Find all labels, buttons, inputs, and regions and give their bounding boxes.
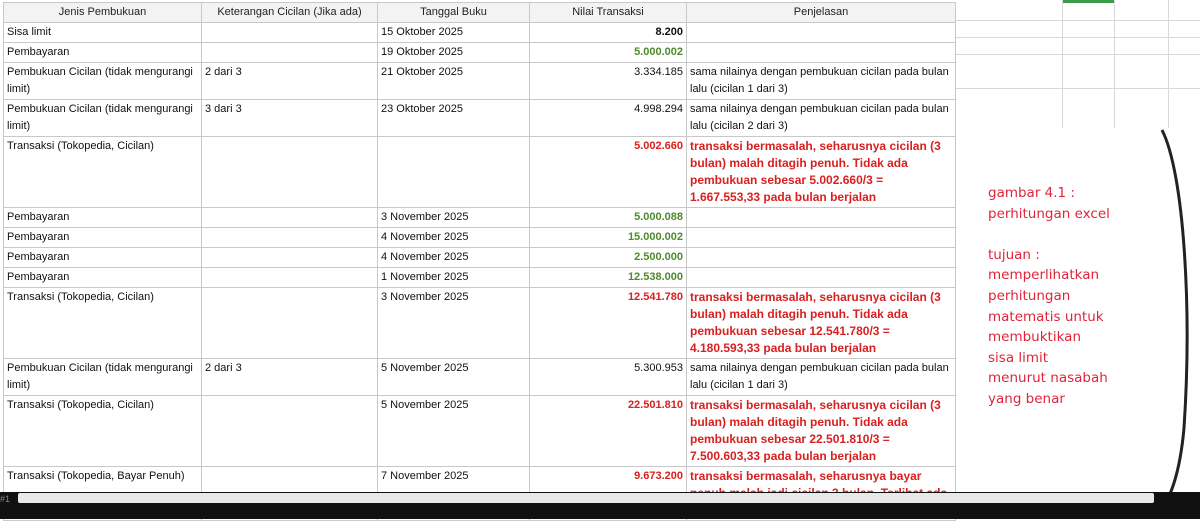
table-row (4, 63, 956, 100)
cell-jenis[interactable]: Transaksi (Tokopedia, Cicilan) (4, 137, 202, 208)
table-row (4, 396, 956, 467)
cell-jenis[interactable]: Pembayaran (4, 228, 202, 248)
cell-tanggal[interactable]: 5 November 2025 (378, 359, 530, 396)
cell-keterangan[interactable] (202, 23, 378, 43)
cell-keterangan[interactable] (202, 248, 378, 268)
cell-penjelasan[interactable] (687, 208, 956, 228)
cell-keterangan[interactable] (202, 137, 378, 208)
cell-tanggal[interactable]: 23 Oktober 2025 (378, 100, 530, 137)
grid-line (956, 54, 1200, 55)
cell-keterangan[interactable] (202, 228, 378, 248)
cell-tanggal[interactable]: 7 November 2025 (378, 467, 530, 521)
cell-nilai[interactable]: 2.500.000 (530, 248, 687, 268)
cell-penjelasan[interactable]: transaksi bermasalah, seharusnya bayar (687, 467, 956, 521)
cell-jenis[interactable]: Pembukuan Cicilan (tidak mengurangi limit) (4, 63, 202, 100)
cell-tanggal[interactable]: 5 November 2025 (378, 396, 530, 467)
cell-tanggal[interactable] (378, 137, 530, 208)
header-nilai-transaksi[interactable]: Nilai Transaksi (530, 3, 687, 23)
cell-jenis[interactable]: Pembukuan Cicilan (tidak mengurangi limit) (4, 359, 202, 396)
cell-jenis[interactable]: Sisa limit (4, 23, 202, 43)
cell-jenis[interactable]: Pembayaran (4, 268, 202, 288)
cell-tanggal[interactable]: 3 November 2025 (378, 288, 530, 359)
grid-line (956, 88, 1200, 89)
cell-nilai[interactable]: 5.000.002 (530, 43, 687, 63)
cell-keterangan[interactable] (202, 268, 378, 288)
cell-keterangan[interactable] (202, 208, 378, 228)
cell-penjelasan[interactable] (687, 248, 956, 268)
table-row (4, 268, 956, 288)
table-row (4, 248, 956, 268)
header-row (4, 3, 956, 23)
cell-keterangan[interactable] (202, 396, 378, 467)
grid-line (956, 37, 1200, 38)
cell-nilai[interactable]: 5.000.088 (530, 208, 687, 228)
cell-nilai[interactable]: 3.334.185 (530, 63, 687, 100)
header-penjelasan[interactable]: Penjelasan (687, 3, 956, 23)
cell-jenis[interactable]: Pembayaran (4, 248, 202, 268)
cell-tanggal[interactable]: 3 November 2025 (378, 208, 530, 228)
table-row (4, 208, 956, 228)
horizontal-scrollbar[interactable] (18, 493, 1154, 503)
cell-penjelasan[interactable] (687, 43, 956, 63)
cell-nilai[interactable]: 12.541.780 (530, 288, 687, 359)
table-row (4, 43, 956, 63)
cell-nilai[interactable]: 22.501.810 (530, 396, 687, 467)
header-tanggal-buku[interactable]: Tanggal Buku (378, 3, 530, 23)
corner-label: #1 (0, 494, 11, 504)
cell-keterangan[interactable]: 2 dari 3 (202, 359, 378, 396)
cell-nilai[interactable]: 5.002.660 (530, 137, 687, 208)
grid-line (956, 20, 1200, 21)
cell-penjelasan[interactable] (687, 268, 956, 288)
cell-keterangan[interactable]: 2 dari 3 (202, 63, 378, 100)
cell-nilai[interactable]: 8.200 (530, 23, 687, 43)
cell-penjelasan[interactable] (687, 23, 956, 43)
cell-tanggal[interactable]: 19 Oktober 2025 (378, 43, 530, 63)
cell-tanggal[interactable]: 15 Oktober 2025 (378, 23, 530, 43)
cell-jenis[interactable]: Transaksi (Tokopedia, Cicilan) (4, 396, 202, 467)
table-row (4, 359, 956, 396)
table-row (4, 23, 956, 43)
table-row (4, 228, 956, 248)
cell-penjelasan[interactable]: transaksi bermasalah, seharusnya cicilan (3 bulan) malah ditagih penuh. Tidak ada pembukuan sebesar 5.002.660/3 = 1.667.553,33 pada bulan berjalan (687, 137, 956, 208)
cell-penjelasan[interactable] (687, 228, 956, 248)
cell-penjelasan[interactable]: sama nilainya dengan pembukuan cicilan pada bulan lalu (cicilan 1 dari 3) (687, 359, 956, 396)
cell-penjelasan[interactable]: transaksi bermasalah, seharusnya cicilan (3 bulan) malah ditagih penuh. Tidak ada pembukuan sebesar 22.501.810/3 = 7.500.603,33 pada bulan berjalan (687, 396, 956, 467)
cell-jenis[interactable]: Pembayaran (4, 208, 202, 228)
cell-nilai[interactable]: 5.300.953 (530, 359, 687, 396)
cell-nilai[interactable]: 12.538.000 (530, 268, 687, 288)
table-row (4, 100, 956, 137)
table-row (4, 137, 956, 208)
cell-penjelasan[interactable]: sama nilainya dengan pembukuan cicilan pada bulan lalu (cicilan 2 dari 3) (687, 100, 956, 137)
cell-tanggal[interactable]: 21 Oktober 2025 (378, 63, 530, 100)
cell-jenis[interactable]: Transaksi (Tokopedia, Cicilan) (4, 288, 202, 359)
cell-nilai[interactable]: 15.000.002 (530, 228, 687, 248)
cell-nilai[interactable]: 4.998.294 (530, 100, 687, 137)
cell-keterangan[interactable]: 3 dari 3 (202, 100, 378, 137)
cell-jenis[interactable]: Transaksi (Tokopedia, Bayar Penuh) (4, 467, 202, 521)
cell-penjelasan[interactable]: sama nilainya dengan pembukuan cicilan pada bulan lalu (cicilan 1 dari 3) (687, 63, 956, 100)
annotation-note: gambar 4.1 : perhitungan excel tujuan : memperlihatkan perhitungan matematis untuk membuktikan sisa limit menurut nasabah yang benar (988, 185, 1110, 407)
spreadsheet-table (3, 2, 956, 521)
header-keterangan-cicilan[interactable]: Keterangan Cicilan (Jika ada) (202, 3, 378, 23)
selected-cell-accent (1062, 0, 1114, 3)
cell-jenis[interactable]: Pembukuan Cicilan (tidak mengurangi limit) (4, 100, 202, 137)
cell-tanggal[interactable]: 1 November 2025 (378, 268, 530, 288)
cell-tanggal[interactable]: 4 November 2025 (378, 248, 530, 268)
cell-keterangan[interactable] (202, 43, 378, 63)
cell-jenis[interactable]: Pembayaran (4, 43, 202, 63)
header-jenis-pembukuan[interactable]: Jenis Pembukuan (4, 3, 202, 23)
cell-nilai[interactable]: 9.673.200 (530, 467, 687, 521)
table-row (4, 288, 956, 359)
cell-penjelasan[interactable]: transaksi bermasalah, seharusnya cicilan (3 bulan) malah ditagih penuh. Tidak ada pembukuan sebesar 12.541.780/3 = 4.180.593,33 pada bulan berjalan (687, 288, 956, 359)
cell-tanggal[interactable]: 4 November 2025 (378, 228, 530, 248)
cell-keterangan[interactable] (202, 288, 378, 359)
